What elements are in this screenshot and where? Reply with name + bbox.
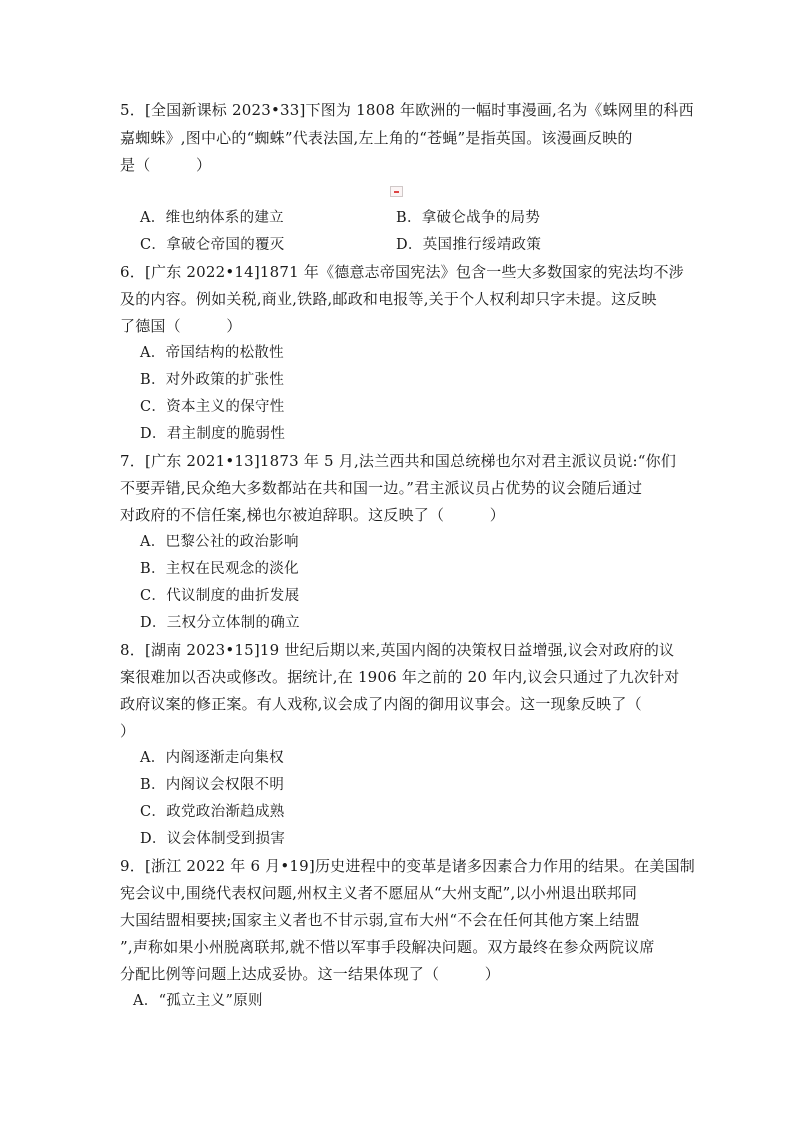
cartoon-image-icon (390, 186, 403, 197)
question-9-line-3: 大国结盟相要挟;国家主义者也不甘示弱,宣布大州“不会在任何其他方案上结盟 (120, 911, 640, 929)
question-9-line-1: 9．[浙江 2022 年 6 月•19]历史进程中的变革是诸多因素合力作用的结果。在美国制 (120, 857, 695, 875)
question-8-option-A[interactable]: A．内阁逐渐走向集权 (140, 750, 284, 766)
question-6-option-B[interactable]: B．对外政策的扩张性 (140, 372, 285, 388)
question-7-option-B[interactable]: B．主权在民观念的淡化 (140, 561, 299, 577)
question-8-line-3: 政府议案的修正案。有人戏称,议会成了内阁的御用议事会。这一现象反映了（ (120, 695, 642, 713)
question-7-option-A[interactable]: A．巴黎公社的政治影响 (140, 534, 299, 550)
question-9-option-A[interactable]: A．“孤立主义”原则 (133, 993, 263, 1009)
question-7-option-C[interactable]: C．代议制度的曲折发展 (140, 588, 300, 604)
question-7-option-D[interactable]: D．三权分立体制的确立 (140, 615, 300, 631)
question-6-option-D[interactable]: D．君主制度的脆弱性 (140, 426, 286, 442)
question-7-line-3: 对政府的不信任案,梯也尔被迫辞职。这反映了（ ） (120, 506, 505, 524)
question-8-line-2: 案很难加以否决或修改。据统计,在 1906 年之前的 20 年内,议会只通过了九次针对 (120, 668, 680, 686)
question-8-line-4: ） (120, 722, 136, 740)
question-6-option-C[interactable]: C．资本主义的保守性 (140, 399, 285, 415)
question-8-option-C[interactable]: C．政党政治渐趋成熟 (140, 804, 285, 820)
question-6-line-1: 6．[广东 2022•14]1871 年《德意志帝国宪法》包含一些大多数国家的宪法均不涉 (120, 263, 684, 281)
question-9-line-5: 分配比例等问题上达成妥协。这一结果体现了（ ） (120, 965, 501, 983)
question-5-line-2: 嘉蜘蛛》,图中心的“蜘蛛”代表法国,左上角的“苍蝇”是指英国。该漫画反映的 (120, 129, 633, 147)
question-7-line-2: 不要弄错,民众绝大多数都站在共和国一边。”君主派议员占优势的议会随后通过 (120, 479, 643, 497)
question-5-line-1: 5．[全国新课标 2023•33]下图为 1808 年欧洲的一幅时事漫画,名为《蛛网里的科西 (120, 101, 694, 119)
question-9-line-4: ”,声称如果小州脱离联邦,就不惜以军事手段解决问题。双方最终在参众两院议席 (120, 938, 655, 956)
question-8-option-D[interactable]: D．议会体制受到损害 (140, 831, 286, 847)
question-9-line-2: 宪会议中,围绕代表权问题,州权主义者不愿屈从“大州支配”,以小州退出联邦同 (120, 884, 638, 902)
question-6-line-3: 了德国（ ） (120, 317, 242, 335)
question-6-option-A[interactable]: A．帝国结构的松散性 (140, 345, 284, 361)
question-5-option-B[interactable]: B．拿破仑战争的局势 (396, 210, 541, 226)
question-5-line-3: 是（ ） (120, 156, 212, 174)
question-8-option-B[interactable]: B．内阁议会权限不明 (140, 777, 285, 793)
question-7-line-1: 7．[广东 2021•13]1873 年 5 月,法兰西共和国总统梯也尔对君主派议员说:“你们 (120, 452, 677, 470)
question-5-option-A[interactable]: A．维也纳体系的建立 (140, 210, 284, 226)
question-6-line-2: 及的内容。例如关税,商业,铁路,邮政和电报等,关于个人权利却只字未提。这反映 (120, 290, 657, 308)
question-5-option-D[interactable]: D．英国推行绥靖政策 (396, 237, 542, 253)
question-5-option-C[interactable]: C．拿破仑帝国的覆灭 (140, 237, 285, 253)
question-8-line-1: 8．[湖南 2023•15]19 世纪后期以来,英国内阁的决策权日益增强,议会对政府的议 (120, 641, 675, 659)
